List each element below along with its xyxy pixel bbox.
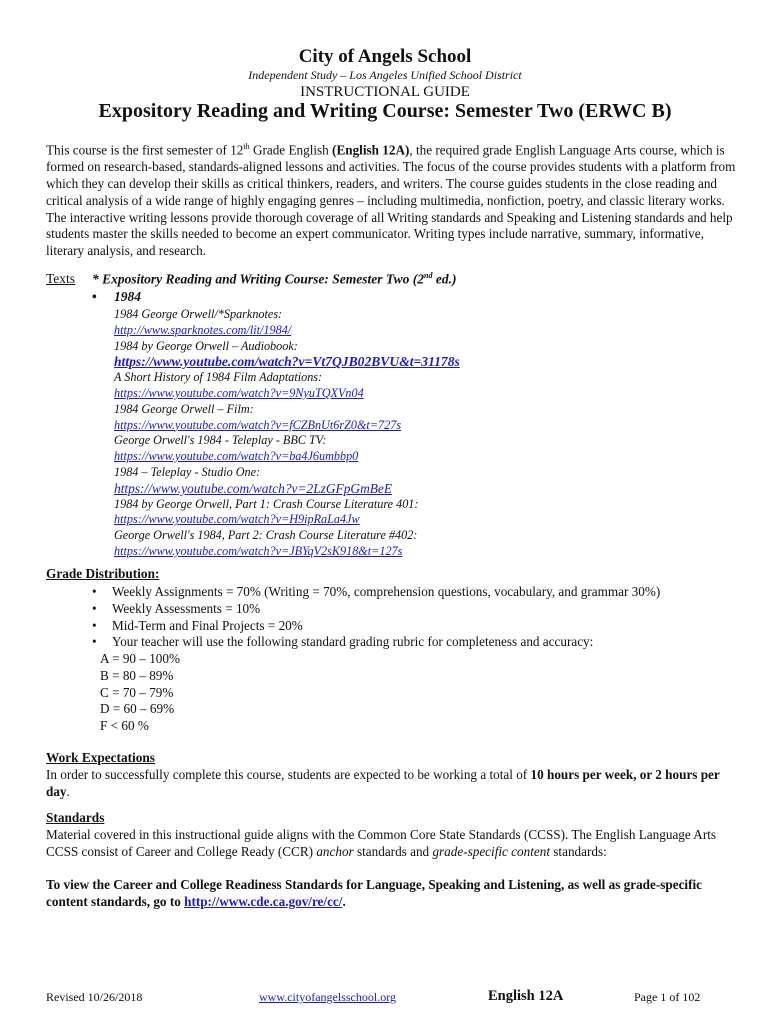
work-text-b: . bbox=[66, 783, 70, 799]
resource-label: 1984 George Orwell – Film: bbox=[114, 401, 254, 416]
book-title: 1984 bbox=[114, 289, 141, 304]
cde-link[interactable]: http://www.cde.ca.gov/re/cc/ bbox=[184, 894, 343, 909]
resource-list bbox=[114, 307, 534, 560]
work-hours: 10 hours per week, or 2 hours per day bbox=[46, 767, 720, 799]
grade-item: • Weekly Assessments = 10% bbox=[92, 601, 742, 618]
intro-text-c: , the required grade English Language Arts course, which is formed on research-based, standards-aligned lessons and activities. The focus of the course provides students with a platform from which they can develop their skills as critical thinkers, readers, and writers. The course guides students in the close reading and critical analysis of a wide range of highly engaging genres – including multimedia, nonfiction, poetry, and classic literary works. The interactive writing lessons provide thorough coverage of all Writing standards and Speaking and Listening standards and help students master the skills needed to become an expert communicator. Writing types include narrative, summary, informative, literary analysis, and research. bbox=[46, 142, 736, 259]
revision-date: Revised 10/26/2018 bbox=[46, 990, 143, 1004]
view-standards-note bbox=[46, 876, 726, 910]
view-text-b: . bbox=[342, 894, 346, 909]
work-expectations-title: Work Expectations bbox=[46, 750, 155, 765]
guide-label: INSTRUCTIONAL GUIDE bbox=[300, 84, 470, 100]
school-name: City of Angels School bbox=[298, 46, 472, 67]
grade-scale-row: D = 60 – 69% bbox=[100, 701, 175, 717]
standards-anchor: anchor bbox=[316, 843, 354, 859]
grade-list bbox=[92, 584, 742, 651]
standards-text-a: Material covered in this instructional guide aligns with the Common Core State Standards (CCSS). The English Language Arts CCSS consist of Career and College Ready (CCR) bbox=[46, 827, 717, 859]
resource-link[interactable]: https://www.youtube.com/watch?v=H9ipRaLa4Jw bbox=[114, 512, 360, 527]
texts-heading bbox=[92, 271, 457, 288]
standards-text-c: standards: bbox=[550, 843, 607, 859]
work-expectations-text bbox=[46, 767, 736, 801]
school-website-link[interactable]: www.cityofangelsschool.org bbox=[259, 990, 396, 1004]
resource-label: 1984 George Orwell/*Sparknotes: bbox=[114, 307, 283, 321]
grade-scale-row: B = 80 – 89% bbox=[100, 667, 174, 683]
district-subtitle: Independent Study – Los Angeles Unified School District bbox=[248, 68, 522, 82]
texts-heading-a: * Expository Reading and Writing Course: Semester Two (2 bbox=[92, 271, 425, 287]
work-text-a: In order to successfully complete this course, students are expected to be working a total of bbox=[46, 767, 531, 782]
resource-link[interactable]: http://www.sparknotes.com/lit/1984/ bbox=[114, 322, 292, 337]
view-text-a: To view the Career and College Readiness Standards for Language, Speaking and Listening, as well as grade-specific content standards, go to bbox=[46, 877, 702, 909]
page-number: Page 1 of 102 bbox=[634, 990, 701, 1004]
book-bullet bbox=[92, 289, 141, 305]
standards-text bbox=[46, 827, 736, 861]
resource-link[interactable]: https://www.youtube.com/watch?v=Vt7QJB02BVU&t=31178s bbox=[114, 354, 460, 370]
grade-scale-row: C = 70 – 79% bbox=[100, 684, 174, 700]
resource-label: George Orwell's 1984 - Teleplay - BBC TV: bbox=[114, 433, 327, 448]
resource-link[interactable]: https://www.youtube.com/watch?v=2LzGFpGmBeE bbox=[114, 480, 393, 496]
resource-label: 1984 by George Orwell, Part 1: Crash Course Literature 401: bbox=[114, 496, 419, 511]
standards-grade-specific: grade-specific content bbox=[432, 843, 550, 859]
grade-item: • Mid-Term and Final Projects = 20% bbox=[92, 618, 742, 635]
footer-course: English 12A bbox=[488, 988, 564, 1004]
texts-heading-b: ed.) bbox=[432, 271, 457, 287]
resource-link[interactable]: https://www.youtube.com/watch?v=ba4J6umbbp0 bbox=[114, 449, 359, 464]
intro-paragraph bbox=[46, 139, 736, 260]
texts-heading-sup: nd bbox=[424, 271, 433, 280]
intro-course-code: (English 12A) bbox=[332, 142, 410, 158]
grade-item: • Your teacher will use the following standard grading rubric for completeness and accuracy: bbox=[92, 634, 742, 651]
intro-sup: th bbox=[243, 142, 250, 151]
grading-scale bbox=[100, 651, 180, 735]
grade-item: • Weekly Assignments = 70% (Writing = 70%, comprehension questions, vocabulary, and grammar 30%) bbox=[92, 584, 742, 601]
grade-scale-row: A = 90 – 100% bbox=[100, 651, 180, 666]
texts-label: Texts bbox=[46, 271, 76, 286]
resource-label: 1984 – Teleplay - Studio One: bbox=[114, 464, 261, 479]
resource-label: 1984 by George Orwell – Audiobook: bbox=[114, 338, 298, 353]
grade-scale-row: F < 60 % bbox=[100, 718, 149, 734]
resource-link[interactable]: https://www.youtube.com/watch?v=9NyuTQXVn04 bbox=[114, 385, 364, 400]
bullet-icon: • bbox=[92, 289, 97, 304]
standards-title: Standards bbox=[46, 810, 105, 825]
resource-label: A Short History of 1984 Film Adaptations: bbox=[114, 370, 323, 385]
grade-distribution-title: Grade Distribution: bbox=[46, 566, 160, 581]
standards-text-b: standards and bbox=[353, 843, 433, 859]
intro-text-a: This course is the first semester of 12 bbox=[46, 142, 244, 158]
resource-label: George Orwell's 1984, Part 2: Crash Course Literature #402: bbox=[114, 528, 418, 543]
intro-text-b: Grade English bbox=[249, 142, 333, 158]
resource-link[interactable]: https://www.youtube.com/watch?v=fCZBnUt6rZ0&t=727s bbox=[114, 417, 402, 432]
course-title: Expository Reading and Writing Course: Semester Two (ERWC B) bbox=[98, 100, 672, 122]
resource-link[interactable]: https://www.youtube.com/watch?v=JBYqV2sK918&t=127s bbox=[114, 543, 403, 558]
